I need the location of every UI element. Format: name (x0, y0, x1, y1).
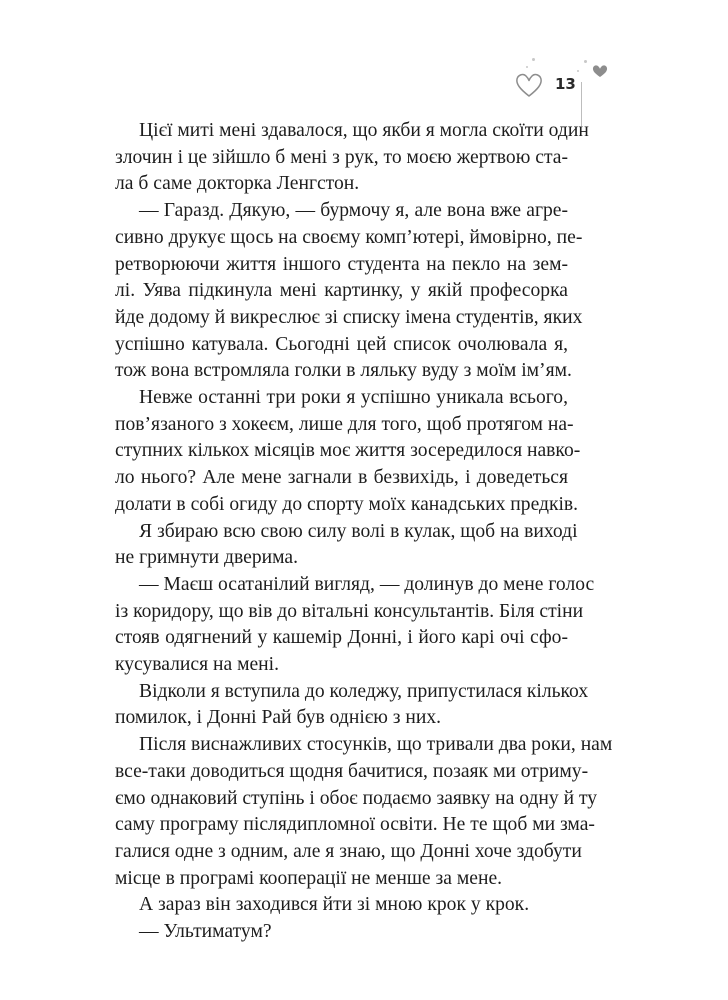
decor-dot (577, 70, 579, 72)
text-line: лі. Уява підкинула мені картинку, у якій професорка (115, 280, 568, 302)
text-line: пов’язаного з хокеєм, лише для того, щоб протягом на- (115, 413, 574, 435)
text-line: — Ультиматум? (139, 921, 272, 943)
text-line: сивно друкує щось на своєму комп’ютері, ймовірно, пе- (115, 226, 583, 248)
text-line: А зараз він заходився йти зі мною крок у крок. (139, 894, 530, 916)
paragraph (115, 572, 595, 679)
text-line: ступних кількох місяців моє життя зосередилося навко- (115, 440, 581, 462)
text-line: Відколи я вступила до коледжу, припустилася кількох (139, 680, 589, 702)
text-line: із коридору, що вів до вітальні консультантів. Біля стіни (115, 600, 584, 622)
text-line: не гримнути дверима. (115, 547, 298, 569)
paragraph (115, 679, 589, 732)
text-line: тож вона встромляла голки в ляльку вуду з моїм ім’ям. (115, 360, 572, 382)
text-line: — Маєш осатанілий вигляд, — долинув до мене голос (139, 573, 595, 595)
heart-outline-icon (514, 72, 544, 98)
text-line: ретворюючи життя іншого студента на пекло на зем- (115, 253, 568, 275)
text-line: — Гаразд. Дякую, — бурмочу я, але вона вже агре- (139, 200, 568, 222)
text-line: стояв одягнений у кашемір Донні, і його карі очі сфо- (115, 627, 568, 649)
text-body (115, 118, 613, 946)
decor-dot (526, 66, 528, 68)
page-number: 13 (555, 75, 576, 93)
text-line: злочин і це зійшло б мені з рук, то моєю жертвою ста- (115, 146, 568, 168)
text-line: галися одне з одним, але я знаю, що Донні хоче здобути (115, 840, 582, 862)
paragraph (115, 118, 589, 198)
text-line: місце в програмі кооперації не менше за мене. (115, 867, 503, 889)
text-line: йде додому й викреслює зі списку імена студентів, яких (115, 306, 583, 328)
text-line: ла б саме докторка Ленгстон. (115, 173, 360, 195)
text-line: помилок, і Донні Рай був однією з них. (115, 707, 442, 729)
text-line: Цієї миті мені здавалося, що якби я могла скоїти один (139, 120, 589, 141)
text-line: саму програму післядипломної освіти. Не те щоб ми зма- (115, 814, 595, 836)
text-line: ло нього? Але мене загнали в безвихідь, і доведеться (115, 467, 568, 489)
text-line: все-таки доводиться щодня бачитися, позаяк ми отриму- (115, 760, 589, 782)
decor-dot (532, 58, 535, 61)
text-line: успішно катувала. Сьогодні цей список очолювала я, (115, 333, 568, 355)
text-line: кусувалися на мені. (115, 654, 280, 676)
paragraph (115, 519, 578, 572)
text-line: долати в собі огиду до спорту моїх канадських предків. (115, 493, 579, 515)
paragraph (115, 919, 568, 946)
text-line: Після виснажливих стосунків, що тривали два роки, нам (139, 734, 613, 756)
text-line: Невже останні три роки я успішно уникала всього, (139, 387, 568, 409)
text-line: ємо однаковий ступінь і обоє подаємо заявку на одну й ту (115, 787, 598, 809)
paragraph (115, 892, 568, 919)
page-header (480, 58, 640, 108)
decor-dot (584, 60, 587, 63)
heart-filled-icon (592, 64, 608, 78)
text-line: Я збираю всю свою силу волі в кулак, щоб на виході (139, 520, 578, 542)
paragraph (115, 385, 581, 519)
paragraph (115, 198, 583, 385)
paragraph (115, 732, 613, 892)
